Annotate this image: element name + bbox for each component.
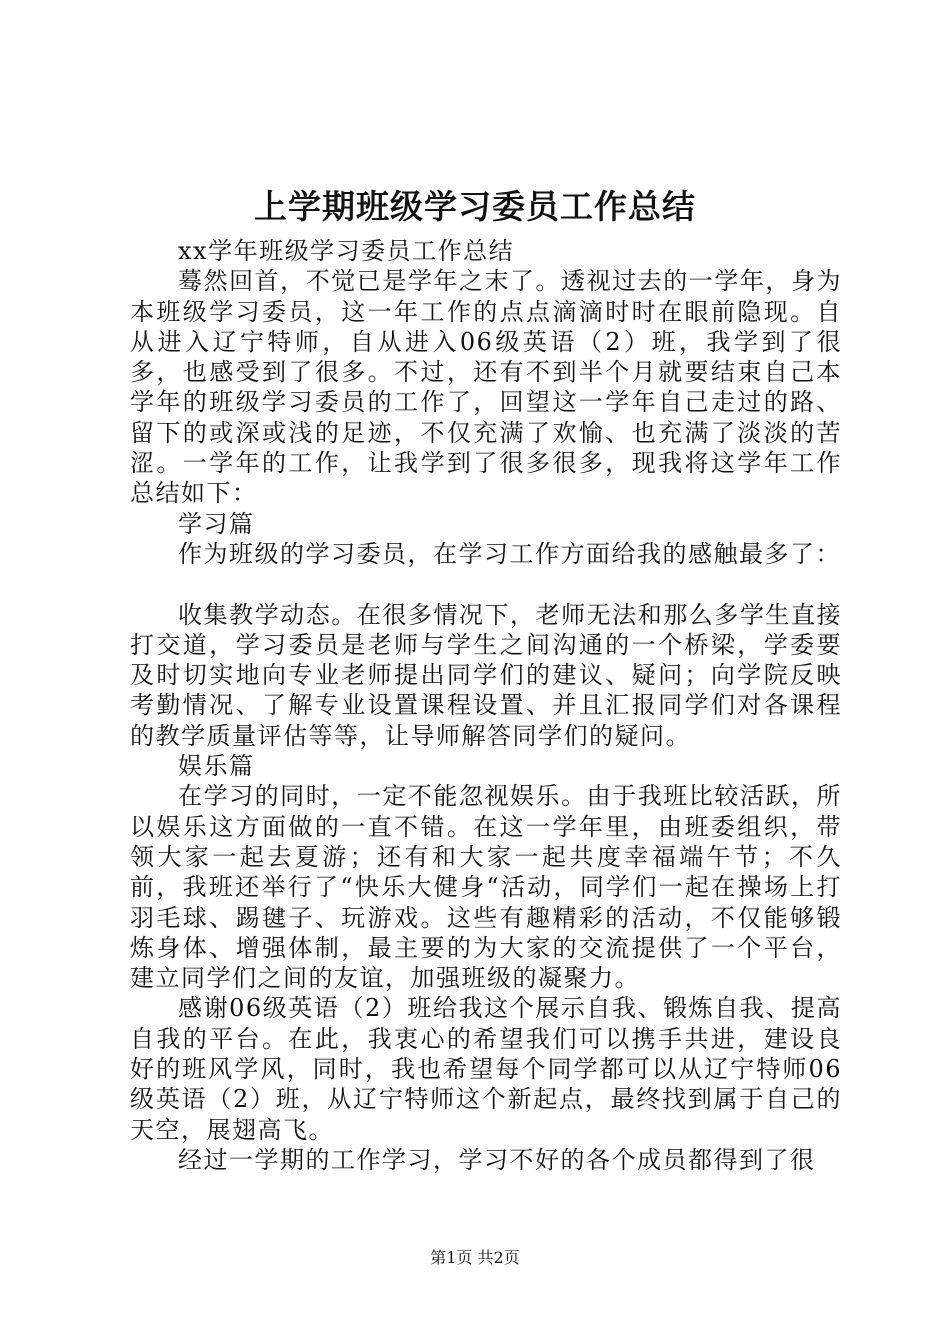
subtitle-paragraph: xx学年班级学习委员工作总结 bbox=[178, 237, 515, 265]
thanks-paragraph: 感谢06级英语（2）班给我这个展示自我、锻炼自我、提高自我的平台。在此，我衷心的希望我们可以携手共进，建设良好的班风学风，同时，我也希望每个同学都可以从辽宁特师06级英语（2）班，从辽宁特师这个新起点，最终找到属于自己的天空，展翅高飞。 bbox=[130, 994, 842, 1144]
paragraph-gap bbox=[130, 569, 842, 599]
intro-paragraph: 蓦然回首，不觉已是学年之末了。透视过去的一学年，身为本班级学习委员，这一年工作的点点滴滴时时在眼前隐现。自从进入辽宁特师，自从进入06级英语（2）班，我学到了很多，也感受到了很多。不过，还有不到半个月就要结束自己本学年的班级学习委员的工作了，回望这一学年自己走过的路、留下的或深或浅的足迹，不仅充满了欢愉、也充满了淡淡的苦涩。一学年的工作，让我学到了很多很多，现我将这学年工作总结如下： bbox=[130, 267, 842, 508]
document-body bbox=[130, 236, 842, 1175]
section-heading-entertainment: 娱乐篇 bbox=[178, 752, 255, 781]
page-number: 第1页 共2页 bbox=[430, 1248, 520, 1267]
document-title: 上学期班级学习委员工作总结 bbox=[254, 187, 696, 226]
section-heading-study: 学习篇 bbox=[178, 509, 255, 538]
entertainment-paragraph: 在学习的同时，一定不能忽视娱乐。由于我班比较活跃，所以娱乐这方面做的一直不错。在这一学年里，由班委组织，带领大家一起去夏游；还有和大家一起共度幸福端午节；不久前，我班还举行了“快乐大健身“活动，同学们一起在操场上打羽毛球、踢毽子、玩游戏。这些有趣精彩的活动，不仅能够锻炼身体、增强体制，最主要的为大家的交流提供了一个平台，建立同学们之间的友谊，加强班级的凝聚力。 bbox=[130, 782, 842, 993]
closing-paragraph: 经过一学期的工作学习，学习不好的各个成员都得到了很 bbox=[178, 1145, 816, 1174]
study-detail-paragraph: 收集教学动态。在很多情况下，老师无法和那么多学生直接打交道，学习委员是老师与学生之间沟通的一个桥梁，学委要及时切实地向专业老师提出同学们的建议、疑问；向学院反映考勤情况、了解专业设置课程设置、并且汇报同学们对各课程的教学质量评估等等，让导师解答同学们的疑问。 bbox=[130, 600, 842, 750]
study-lead-paragraph: 作为班级的学习委员，在学习工作方面给我的感触最多了： bbox=[178, 539, 841, 568]
